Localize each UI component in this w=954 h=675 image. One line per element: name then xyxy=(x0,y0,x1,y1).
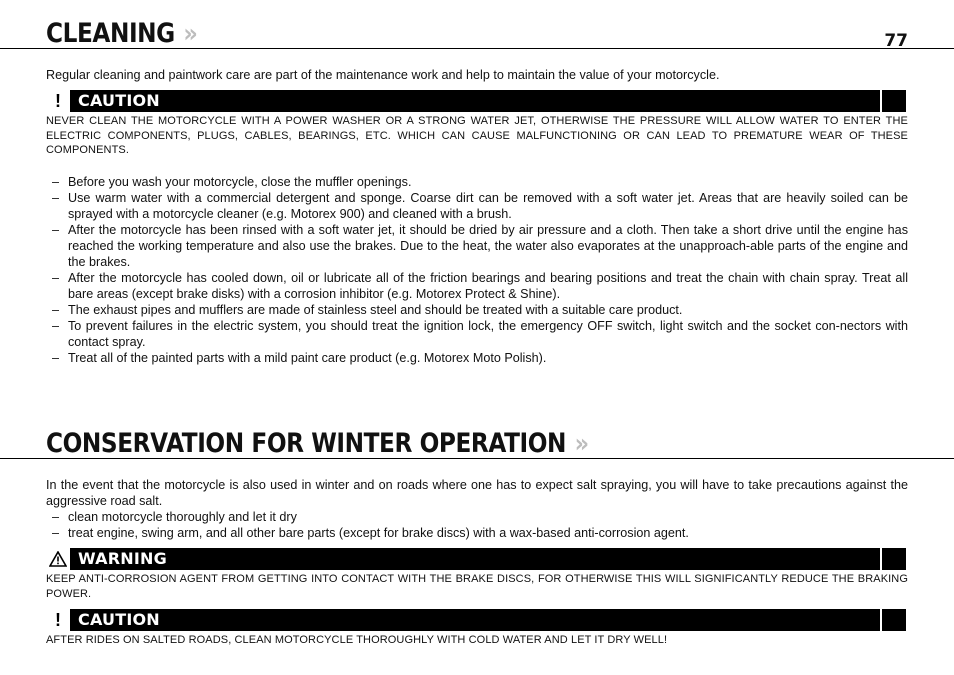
exclamation-icon: ! xyxy=(46,609,70,631)
caution-text: NEVER CLEAN THE MOTORCYCLE WITH A POWER WASHER OR A STRONG WATER JET, OTHERWISE THE PRESSURE WILL ALLOW WATER TO ENTER THE ELECTRIC COMPONENTS, PLUGS, CABLES, BEARINGS, ETC. WHICH CAN CAUSE MALFUNCTIONING OR CAN LEAD TO PREMATURE WEAR OF THESE COMPONENTS. xyxy=(46,115,908,156)
caution-banner xyxy=(46,90,906,112)
winter-intro: In the event that the motorcycle is also used in winter and on roads where one has to expect salt spraying, you will have to take precautions against the aggressive road salt. xyxy=(46,478,908,508)
list-item: – Use warm water with a commercial detergent and sponge. Coarse dirt can be removed with a soft water jet. Areas that are heavily soiled can be sprayed with a motorcycle cleaner (e.g. Motorex 900) and cleaned with a brush. xyxy=(46,190,908,222)
list-item: – After the motorcycle has cooled down, oil or lubricate all of the friction bearings and bearing positions and treat the chain with chain spray. Treat all bare areas (except brake disks) with a corrosion inhibitor (e.g. Motorex Protect & Shine). xyxy=(46,270,908,302)
warning-banner xyxy=(46,548,906,570)
warning-label: WARNING xyxy=(78,549,167,568)
list-item: – Treat all of the painted parts with a mild paint care product (e.g. Motorex Moto Polish). xyxy=(46,350,908,366)
list-item: – The exhaust pipes and mufflers are made of stainless steel and should be treated with a suitable care product. xyxy=(46,302,908,318)
cleaning-heading xyxy=(0,18,954,49)
winter-title: CONSERVATION FOR WINTER OPERATION » xyxy=(46,428,589,459)
list-item: – clean motorcycle thoroughly and let it dry xyxy=(46,509,908,525)
list-item: – Before you wash your motorcycle, close the muffler openings. xyxy=(46,174,908,190)
caution-text-2: AFTER RIDES ON SALTED ROADS, CLEAN MOTORCYCLE THOROUGHLY WITH COLD WATER AND LET IT DRY WELL! xyxy=(46,634,668,646)
warning-text: KEEP ANTI-CORROSION AGENT FROM GETTING INTO CONTACT WITH THE BRAKE DISCS, FOR OTHERWISE THIS WILL SIGNIFICANTLY REDUCE THE BRAKING POWER. xyxy=(46,573,908,600)
cleaning-steps-list xyxy=(46,174,908,366)
warning-triangle-icon xyxy=(46,548,70,570)
exclamation-icon: ! xyxy=(46,90,70,112)
caution-banner-2 xyxy=(46,609,906,631)
chevron-icon: » xyxy=(574,429,589,459)
chevron-icon: » xyxy=(183,19,198,49)
winter-steps-list xyxy=(46,509,908,541)
list-item: – After the motorcycle has been rinsed with a soft water jet, it should be dried by air pressure and a cloth. Then take a short drive until the engine has reached the working temperature and also use the brakes. Due to the heat, the water also evaporates at the unapproach-able parts of the engine and the brakes. xyxy=(46,222,908,270)
caution-label: CAUTION xyxy=(78,91,160,110)
page-number: 77 xyxy=(884,31,908,51)
winter-heading xyxy=(0,428,954,459)
list-item: – treat engine, swing arm, and all other bare parts (except for brake discs) with a wax-based anti-corrosion agent. xyxy=(46,525,908,541)
cleaning-title: CLEANING » xyxy=(46,18,198,49)
cleaning-intro: Regular cleaning and paintwork care are part of the maintenance work and help to maintain the value of your motorcycle. xyxy=(46,68,720,82)
caution-label: CAUTION xyxy=(78,610,160,629)
list-item: – To prevent failures in the electric system, you should treat the ignition lock, the emergency OFF switch, light switch and the socket con-nectors with contact spray. xyxy=(46,318,908,350)
